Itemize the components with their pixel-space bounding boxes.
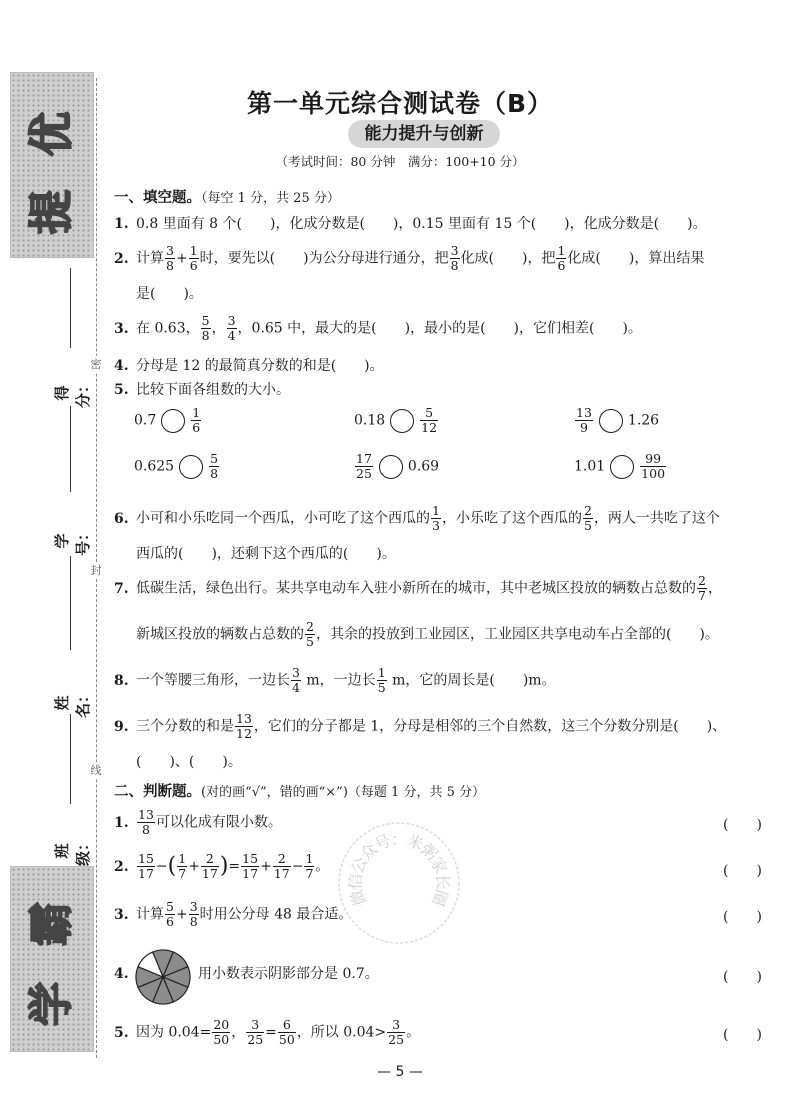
numerator: 6 bbox=[282, 1017, 291, 1032]
section-heading bbox=[114, 186, 340, 207]
numerator: 1 bbox=[189, 243, 198, 258]
fraction bbox=[209, 452, 219, 481]
fraction bbox=[278, 1018, 296, 1047]
operator: = bbox=[228, 858, 241, 875]
question-7 bbox=[114, 574, 722, 603]
denominator: 4 bbox=[227, 328, 236, 343]
numerator: 3 bbox=[251, 1017, 260, 1032]
watermark-char: 家 bbox=[426, 854, 451, 877]
question-number: 2. bbox=[114, 250, 129, 267]
judge-1 bbox=[114, 808, 282, 837]
question-text: ，两人一共吃了这个 bbox=[593, 510, 720, 527]
numerator: 2 bbox=[583, 503, 592, 518]
page-title: 第一单元综合测试卷（B） bbox=[246, 89, 554, 118]
fraction bbox=[420, 406, 438, 435]
compare-item bbox=[134, 452, 220, 481]
numerator: 20 bbox=[213, 1017, 230, 1032]
answer-paren[interactable]: ( ) bbox=[723, 909, 762, 925]
watermark-char: 信 bbox=[345, 873, 366, 890]
question-text: 计算 bbox=[136, 250, 164, 267]
numerator: 1 bbox=[432, 503, 440, 518]
denominator: 17 bbox=[242, 866, 259, 881]
compare-item bbox=[574, 452, 667, 481]
badge-bottom bbox=[10, 866, 94, 1052]
operator: − bbox=[155, 858, 168, 875]
question-text: 用小数表示阴影部分是 0.7。 bbox=[198, 966, 379, 982]
student-id-label: 学号： bbox=[53, 526, 92, 557]
numerator: 13 bbox=[576, 405, 592, 420]
numerator: 99 bbox=[645, 451, 662, 466]
question-9-line2 bbox=[136, 748, 242, 776]
denominator: 12 bbox=[421, 420, 438, 435]
fraction bbox=[575, 406, 593, 435]
numerator: 13 bbox=[236, 711, 252, 726]
question-7-line2 bbox=[136, 620, 719, 649]
numerator: 1 bbox=[178, 851, 187, 866]
question-3 bbox=[114, 314, 642, 343]
numerator: 17 bbox=[356, 451, 372, 466]
question-text: 在 0.63， bbox=[136, 320, 200, 337]
denominator: 8 bbox=[210, 466, 219, 481]
denominator: 5 bbox=[583, 518, 592, 533]
fraction bbox=[201, 852, 219, 881]
denominator: 12 bbox=[236, 726, 252, 741]
badge-char: 学 bbox=[26, 982, 77, 1026]
question-number: 5. bbox=[114, 1024, 129, 1041]
denominator: 4 bbox=[292, 680, 300, 695]
question-text: ，小乐吃了这个西瓜的 bbox=[441, 510, 582, 527]
question-number: 6. bbox=[114, 510, 129, 527]
question-text: 分母是 12 的最简真分数的和是( )。 bbox=[136, 358, 384, 374]
question-text: 三个分数的和是 bbox=[136, 718, 234, 735]
question-text: ( )、( )。 bbox=[136, 754, 242, 770]
fraction bbox=[556, 244, 566, 273]
badge-char: 霸 bbox=[26, 902, 77, 946]
question-number: 4. bbox=[114, 966, 129, 982]
compare-item bbox=[354, 452, 439, 481]
numerator: 3 bbox=[227, 313, 236, 328]
question-5 bbox=[114, 376, 290, 404]
question-number: 1. bbox=[114, 216, 129, 232]
fraction bbox=[201, 314, 211, 343]
fraction bbox=[212, 1018, 230, 1047]
seal-char: 封 bbox=[88, 562, 104, 578]
question-number: 3. bbox=[114, 906, 129, 923]
compare-left: 1.01 bbox=[574, 458, 606, 475]
question-text: 时用公分母 48 最合适。 bbox=[199, 906, 353, 923]
section-title: 一、填空题。 bbox=[114, 189, 201, 206]
score-label: 得分： bbox=[53, 378, 92, 409]
fraction bbox=[227, 314, 237, 343]
fraction bbox=[377, 666, 387, 695]
denominator: 8 bbox=[450, 258, 459, 273]
answer-paren[interactable]: ( ) bbox=[723, 1027, 762, 1043]
fraction bbox=[355, 452, 373, 481]
denominator: 17 bbox=[201, 866, 218, 881]
numerator: 3 bbox=[292, 665, 300, 680]
badge-char: 优 bbox=[26, 112, 77, 156]
operator: + bbox=[175, 250, 188, 267]
exam-meta: （考试时间：80 分钟 满分：100+10 分） bbox=[275, 154, 525, 169]
question-text: 新城区投放的辆数占总数的 bbox=[136, 626, 304, 643]
watermark-char: 米 bbox=[404, 830, 427, 855]
fraction bbox=[189, 244, 199, 273]
numerator: 3 bbox=[392, 1017, 401, 1032]
question-number: 8. bbox=[114, 672, 129, 689]
numerator: 2 bbox=[277, 851, 286, 866]
denominator: 6 bbox=[557, 258, 566, 273]
compare-circle[interactable] bbox=[379, 455, 403, 479]
question-text: 因为 0.04= bbox=[136, 1024, 212, 1041]
shaded-circle-figure bbox=[134, 948, 192, 1006]
question-9 bbox=[114, 712, 726, 741]
judge-2 bbox=[114, 852, 329, 881]
compare-right: 0.69 bbox=[407, 458, 440, 475]
denominator: 7 bbox=[305, 866, 314, 881]
numerator: 13 bbox=[138, 807, 154, 822]
watermark-stamp bbox=[336, 820, 462, 946]
denominator: 8 bbox=[137, 822, 155, 837]
period: 。 bbox=[315, 858, 330, 875]
question-number: 2. bbox=[114, 858, 129, 875]
question-text: 时，要先以( )为公分母进行通分，把 bbox=[199, 250, 449, 267]
score-line bbox=[70, 268, 71, 348]
question-text: 可以化成有限小数。 bbox=[155, 814, 282, 831]
numerator: 5 bbox=[166, 899, 174, 914]
question-text: 0.8 里面有 8 个( )，化成分数是( )，0.15 里面有 15 个( )，化成分数是( )。 bbox=[136, 216, 707, 232]
badge-char: 提 bbox=[26, 190, 77, 234]
denominator: 5 bbox=[377, 680, 386, 695]
fraction bbox=[450, 244, 460, 273]
seal-char: 密 bbox=[88, 356, 104, 372]
denominator: 8 bbox=[166, 258, 174, 273]
denominator: 6 bbox=[166, 914, 174, 929]
fraction bbox=[291, 666, 301, 695]
fraction bbox=[246, 1018, 264, 1047]
compare-circle[interactable] bbox=[390, 409, 414, 433]
watermark-char: 众 bbox=[356, 839, 382, 865]
question-number: 5. bbox=[114, 382, 129, 398]
denominator: 7 bbox=[178, 866, 187, 881]
question-1 bbox=[114, 210, 707, 238]
compare-circle[interactable] bbox=[610, 455, 634, 479]
fraction bbox=[305, 620, 315, 649]
question-text: 一个等腰三角形，一边长 bbox=[136, 672, 290, 689]
compare-circle[interactable] bbox=[179, 455, 203, 479]
paren-close: ) bbox=[219, 853, 229, 879]
question-number: 4. bbox=[114, 358, 129, 374]
denominator: 9 bbox=[575, 420, 593, 435]
compare-left: 0.18 bbox=[354, 412, 386, 429]
separator: ， bbox=[231, 1024, 246, 1041]
operator: = bbox=[265, 1024, 277, 1041]
denominator: 6 bbox=[192, 420, 201, 435]
question-text: ，它们的分子都是 1，分母是相邻的三个自然数，这三个分数分别是( )、 bbox=[253, 718, 727, 735]
watermark-char: 微 bbox=[346, 887, 370, 909]
answer-paren[interactable]: ( ) bbox=[723, 817, 762, 833]
answer-paren[interactable]: ( ) bbox=[723, 863, 762, 879]
denominator: 5 bbox=[306, 634, 314, 649]
watermark-char: 长 bbox=[432, 873, 453, 890]
question-text: m，一边长 bbox=[301, 672, 376, 689]
fraction bbox=[137, 852, 155, 881]
fraction bbox=[241, 852, 259, 881]
watermark-char: ： bbox=[390, 830, 408, 849]
numerator: 3 bbox=[166, 243, 174, 258]
denominator: 25 bbox=[388, 1032, 405, 1047]
compare-left: 0.625 bbox=[134, 458, 175, 475]
answer-paren[interactable]: ( ) bbox=[723, 969, 762, 985]
fraction bbox=[431, 504, 441, 533]
question-number: 1. bbox=[114, 814, 129, 831]
fraction bbox=[235, 712, 253, 741]
fraction bbox=[697, 574, 707, 603]
section-title: 二、判断题。 bbox=[114, 783, 201, 800]
fraction bbox=[387, 1018, 405, 1047]
question-number: 7. bbox=[114, 580, 129, 597]
question-number: 9. bbox=[114, 718, 129, 735]
question-text: ， bbox=[707, 580, 722, 597]
question-number: 3. bbox=[114, 320, 129, 337]
numerator: 5 bbox=[210, 451, 219, 466]
fraction bbox=[304, 852, 314, 881]
class-label: 班级： bbox=[53, 836, 92, 867]
period: 。 bbox=[406, 1024, 421, 1041]
paren-open: ( bbox=[167, 853, 177, 879]
operator: − bbox=[291, 858, 304, 875]
denominator: 100 bbox=[641, 466, 666, 481]
question-2-line2 bbox=[136, 280, 203, 308]
page-number: — 5 — bbox=[377, 1064, 423, 1080]
question-text: ，0.65 中，最大的是( )，最小的是( )，它们相差( )。 bbox=[237, 320, 642, 337]
judge-3 bbox=[114, 900, 352, 929]
numerator: 2 bbox=[306, 619, 314, 634]
numerator: 5 bbox=[425, 405, 434, 420]
separator: ， bbox=[211, 320, 226, 337]
question-text: 低碳生活，绿色出行。某共享电动车入驻小新所在的城市，其中老城区投放的辆数占总数的 bbox=[136, 580, 696, 597]
denominator: 50 bbox=[213, 1032, 230, 1047]
watermark-char: 粥 bbox=[416, 839, 442, 865]
question-text: 是( )。 bbox=[136, 286, 203, 302]
watermark-char: 号 bbox=[371, 830, 394, 855]
fraction bbox=[583, 504, 593, 533]
score-line bbox=[70, 406, 71, 492]
section-heading bbox=[114, 780, 485, 801]
fraction bbox=[165, 900, 175, 929]
question-text: 化成( )，把 bbox=[460, 250, 556, 267]
numerator: 5 bbox=[201, 313, 210, 328]
denominator: 17 bbox=[273, 866, 290, 881]
name-line bbox=[70, 714, 71, 804]
operator: + bbox=[175, 906, 188, 923]
numerator: 1 bbox=[305, 851, 314, 866]
denominator: 7 bbox=[698, 588, 706, 603]
question-2 bbox=[114, 244, 704, 273]
fraction bbox=[177, 852, 187, 881]
fraction bbox=[165, 244, 175, 273]
question-8 bbox=[114, 666, 556, 695]
seal-char: 线 bbox=[88, 762, 104, 778]
numerator: 15 bbox=[242, 851, 259, 866]
numerator: 1 bbox=[192, 405, 201, 420]
watermark-char: 公 bbox=[347, 854, 372, 877]
denominator: 17 bbox=[138, 866, 154, 881]
question-text: ，其余的投放到工业园区，工业园区共享电动车占全部的( )。 bbox=[315, 626, 719, 643]
compare-item bbox=[354, 406, 439, 435]
judge-5 bbox=[114, 1018, 420, 1047]
compare-circle[interactable] bbox=[161, 409, 185, 433]
question-text: ，所以 0.04> bbox=[296, 1024, 387, 1041]
numerator: 2 bbox=[698, 573, 706, 588]
compare-right: 1.26 bbox=[627, 412, 660, 429]
watermark-char: 圈 bbox=[428, 887, 452, 909]
subtitle-badge: 能力提升与创新 bbox=[348, 120, 500, 148]
compare-circle[interactable] bbox=[599, 409, 623, 433]
operator: + bbox=[188, 858, 200, 875]
question-6-line2 bbox=[136, 540, 396, 568]
compare-item bbox=[134, 406, 202, 435]
compare-item bbox=[574, 406, 659, 435]
denominator: 25 bbox=[247, 1032, 264, 1047]
fraction bbox=[191, 406, 201, 435]
denominator: 50 bbox=[278, 1032, 295, 1047]
judge-4-number bbox=[114, 960, 136, 988]
denominator: 25 bbox=[356, 466, 372, 481]
question-text: m，它的周长是( )m。 bbox=[387, 672, 556, 689]
question-text: 西瓜的( )，还剩下这个西瓜的( )。 bbox=[136, 546, 396, 562]
fraction bbox=[189, 900, 199, 929]
denominator: 8 bbox=[201, 328, 210, 343]
compare-left: 0.7 bbox=[134, 412, 157, 429]
fraction bbox=[640, 452, 666, 481]
question-text: 计算 bbox=[136, 906, 164, 923]
numerator: 1 bbox=[377, 665, 386, 680]
denominator: 6 bbox=[189, 258, 198, 273]
question-text: 小可和小乐吃同一个西瓜，小可吃了这个西瓜的 bbox=[136, 510, 430, 527]
operator: + bbox=[260, 858, 272, 875]
name-label: 姓名： bbox=[53, 688, 92, 719]
question-text: 比较下面各组数的大小。 bbox=[136, 382, 290, 398]
section-note: (对的画“√”，错的画“×”)（每题 1 分，共 5 分） bbox=[201, 785, 485, 800]
numerator: 15 bbox=[138, 851, 154, 866]
question-6 bbox=[114, 504, 720, 533]
fraction bbox=[273, 852, 291, 881]
judge-4 bbox=[198, 960, 379, 988]
fraction bbox=[137, 808, 155, 837]
numerator: 3 bbox=[450, 243, 459, 258]
numerator: 2 bbox=[205, 851, 214, 866]
numerator: 3 bbox=[189, 899, 198, 914]
student-id-line bbox=[70, 556, 71, 650]
denominator: 3 bbox=[432, 518, 440, 533]
numerator: 1 bbox=[557, 243, 566, 258]
denominator: 8 bbox=[189, 914, 198, 929]
section-note: （每空 1 分，共 25 分） bbox=[201, 191, 340, 206]
question-text: 化成( )，算出结果 bbox=[567, 250, 705, 267]
